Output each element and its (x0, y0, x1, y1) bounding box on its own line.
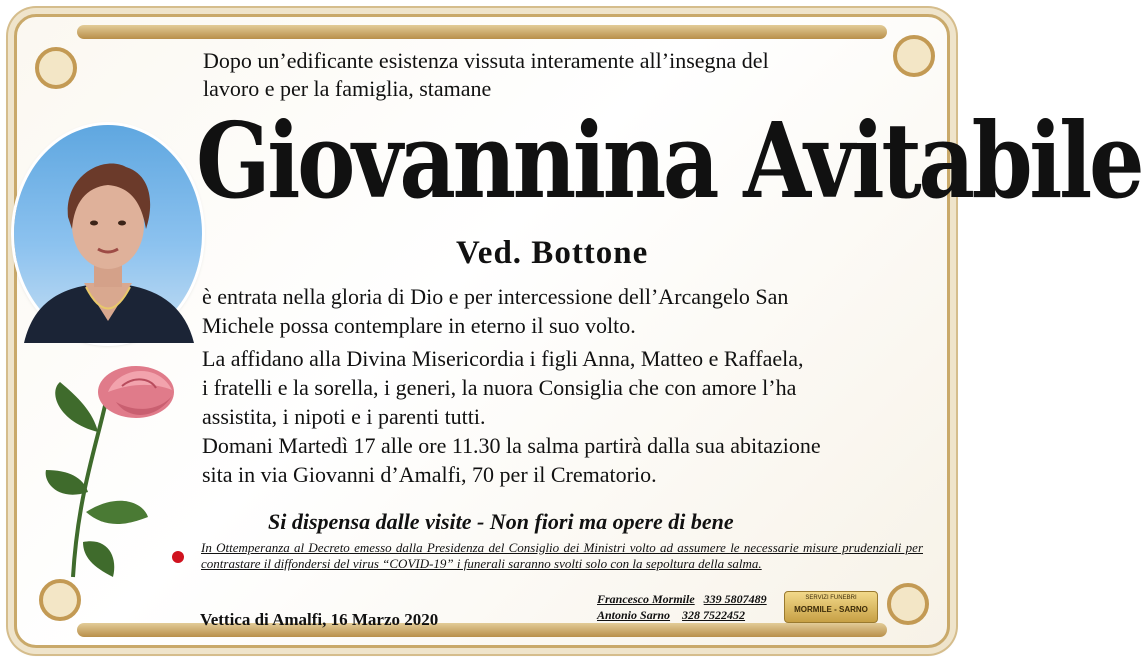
paragraph-line: i fratelli e la sorella, i generi, la nuora Consiglia che con amore l’ha (202, 375, 797, 400)
intro-line: lavoro e per la famiglia, stamane (203, 76, 492, 101)
red-dot-icon (172, 551, 184, 563)
family-and-funeral-paragraph (202, 344, 927, 489)
intro-line: Dopo un’edificante esistenza vissuta interamente all’insegna del (203, 48, 769, 73)
rose-icon (38, 352, 188, 582)
logo-text: MORMILE - SARNO (794, 605, 868, 614)
deceased-name: Giovannina Avitabile (196, 99, 1141, 222)
paragraph-line: è entrata nella gloria di Dio e per intercessione dell’Arcangelo San (202, 284, 789, 309)
paragraph-line: Michele possa contemplare in eterno il suo volto. (202, 313, 636, 338)
contact-name: Francesco Mormile (597, 592, 695, 606)
intro-text (203, 47, 923, 103)
paragraph-line: Domani Martedì 17 alle ore 11.30 la salma partirà dalla sua abitazione (202, 433, 821, 458)
covid-notice: In Ottemperanza al Decreto emesso dalla Presidenza del Consiglio dei Ministri volto ad assumere le necessarie misure prudenziali per contrastare il diffondersi del virus “COVID-19” i funerali saranno svolti solo con la sepoltura della salma. (201, 540, 923, 571)
widow-of-subtitle: Ved. Bottone (456, 235, 649, 271)
scroll-bottom-rod (77, 623, 887, 637)
paragraph-line: La affidano alla Divina Misericordia i figli Anna, Matteo e Raffaela, (202, 346, 804, 371)
contact-phone: 328 7522452 (682, 608, 746, 622)
portrait-photo (14, 125, 202, 343)
contact-row (597, 607, 767, 623)
scroll-curl (39, 579, 81, 621)
scroll-curl (887, 583, 929, 625)
funeral-service-logo (784, 591, 878, 623)
logo-text: SERVIZI FUNEBRI (805, 595, 857, 601)
contacts-block (597, 591, 767, 623)
contact-row (597, 591, 767, 607)
contact-phone: 339 5807489 (703, 592, 767, 606)
place-and-date: Vettica di Amalfi, 16 Marzo 2020 (200, 610, 439, 629)
portrait-illustration (14, 125, 202, 343)
announcement-paragraph (202, 282, 927, 340)
scroll-top-rod (77, 25, 887, 39)
paragraph-line: sita in via Giovanni d’Amalfi, 70 per il Crematorio. (202, 462, 657, 487)
contact-name: Antonio Sarno (597, 608, 671, 622)
paragraph-line: assistita, i nipoti e i parenti tutti. (202, 404, 486, 429)
motto-line: Si dispensa dalle visite - Non fiori ma opere di bene (268, 509, 734, 534)
scroll-curl (35, 47, 77, 89)
